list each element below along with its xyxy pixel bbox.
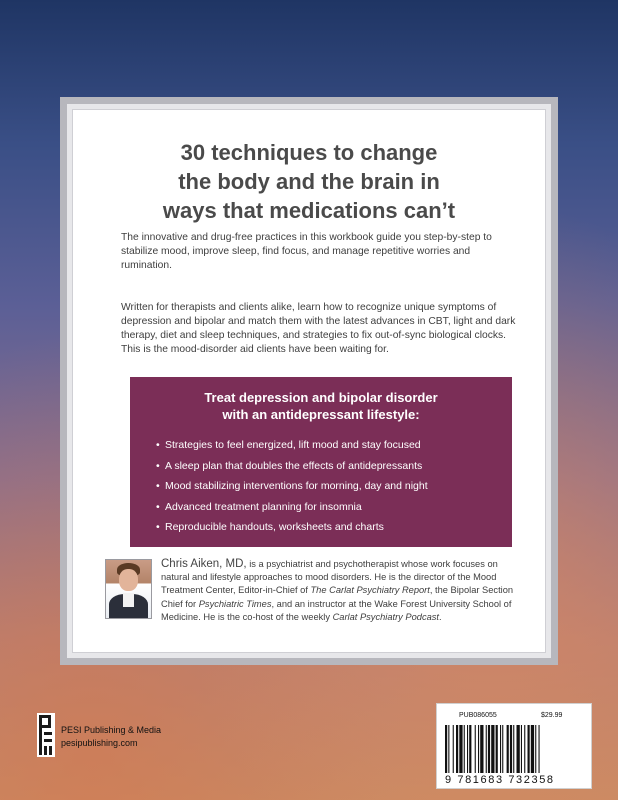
author-bio-text: is a psychiatrist and psychotherapist whose work focuses on natural and lifestyle approaches to mood disorders. He is the director of the Mood Treatment Center, Editor-in-Chief of xyxy=(161,559,498,596)
callout-title-line-1: Treat depression and bipolar disorder xyxy=(204,390,438,405)
publisher-url: pesipublishing.com xyxy=(61,738,138,748)
headline-line-3: ways that medications can’t xyxy=(162,198,456,223)
cover-frame-inner xyxy=(67,104,551,658)
bullet-icon: • xyxy=(156,480,160,493)
feature-text: Advanced treatment planning for insomnia xyxy=(165,500,362,513)
author-name: Chris Aiken, MD, xyxy=(161,558,247,570)
price: $29.99 xyxy=(541,712,563,719)
barcode-bar xyxy=(478,725,479,773)
barcode-bars-icon xyxy=(445,725,585,773)
author-bio xyxy=(161,558,525,624)
barcode-bar xyxy=(456,725,458,773)
headline xyxy=(73,138,545,225)
publisher-logo-icon xyxy=(37,713,55,757)
author-photo-face xyxy=(119,569,138,591)
barcode-bar xyxy=(475,725,476,773)
list-item xyxy=(156,517,502,538)
barcode-bar xyxy=(513,725,514,773)
barcode-bar xyxy=(524,725,525,773)
headline-line-2: the body and the brain in xyxy=(178,169,440,194)
list-item xyxy=(156,456,502,477)
publisher-name: PESI Publishing & Media xyxy=(61,725,162,735)
barcode-bar xyxy=(491,725,494,773)
description-paragraph: Written for therapists and clients alike, learn how to recognize unique symptoms of depression and bipolar and match them with the latest advances in CBT, light and dark therapy, diet and sleep techniques, and strategies to fix out-of-sync biological clocks. This is the mood-disorder aid clients have been waiting for. xyxy=(121,302,516,355)
feature-text: Strategies to feel energized, lift mood and stay focused xyxy=(165,439,421,451)
barcode-bar xyxy=(480,725,483,773)
barcode-bar xyxy=(445,725,447,773)
barcode-bar xyxy=(496,725,498,773)
bullet-icon: • xyxy=(156,459,160,472)
bullet-icon: • xyxy=(156,500,160,513)
author-photo-shirt xyxy=(123,593,134,607)
barcode-bar xyxy=(539,725,540,773)
barcode-bar xyxy=(502,725,503,773)
feature-text: Mood stabilizing interventions for morning, day and night xyxy=(165,480,428,493)
feature-text: Reproducible handouts, worksheets and charts xyxy=(165,521,384,534)
podcast-title: Carlat Psychiatry Podcast xyxy=(332,611,440,622)
callout-title xyxy=(130,389,512,423)
barcode-bar xyxy=(535,725,536,773)
isbn-digits: 9 781683 732358 xyxy=(445,774,555,786)
barcode-bar xyxy=(507,725,509,773)
barcode-bar xyxy=(448,725,449,773)
barcode-bar xyxy=(510,725,512,773)
barcode-bar xyxy=(531,725,534,773)
bullet-icon: • xyxy=(156,521,160,534)
callout-title-line-2: with an antidepressant lifestyle: xyxy=(222,407,420,422)
author-bio-text: . xyxy=(439,611,442,622)
feature-list xyxy=(156,435,502,538)
barcode-bar xyxy=(464,725,465,773)
barcode-bar xyxy=(521,725,522,773)
bullet-icon: • xyxy=(156,439,160,451)
barcode-bar xyxy=(453,725,454,773)
feature-text: A sleep plan that doubles the effects of antidepressants xyxy=(165,459,423,472)
list-item xyxy=(156,497,502,518)
author-bio-text: , the Bipolar Section Chief for xyxy=(161,585,514,609)
headline-line-1: 30 techniques to change xyxy=(180,140,438,165)
barcode-bar xyxy=(500,725,501,773)
barcode-label xyxy=(436,703,592,789)
barcode-bar xyxy=(528,725,530,773)
author-bio-text: , and an instructor at the Wake Forest University School of Medicine. He is the co-host of the weekly xyxy=(161,598,512,622)
publication-title: The Carlat Psychiatry Report xyxy=(310,585,430,596)
barcode-bar xyxy=(488,725,490,773)
list-item xyxy=(156,435,502,456)
cover-frame xyxy=(60,97,558,665)
barcode-bar xyxy=(459,725,462,773)
product-code: PUB086055 xyxy=(459,712,497,719)
barcode-bar xyxy=(517,725,520,773)
barcode-bar xyxy=(486,725,487,773)
content-panel xyxy=(72,109,546,653)
features-callout xyxy=(130,377,512,547)
barcode-bar xyxy=(467,725,468,773)
author-photo xyxy=(105,559,152,619)
list-item xyxy=(156,476,502,497)
intro-paragraph: The innovative and drug-free practices in this workbook guide you step-by-step to stabilize mood, improve sleep, find focus, and manage repetitive worries and rumination. xyxy=(121,232,492,271)
barcode-bar xyxy=(469,725,471,773)
publication-title: Psychiatric Times xyxy=(198,598,272,609)
